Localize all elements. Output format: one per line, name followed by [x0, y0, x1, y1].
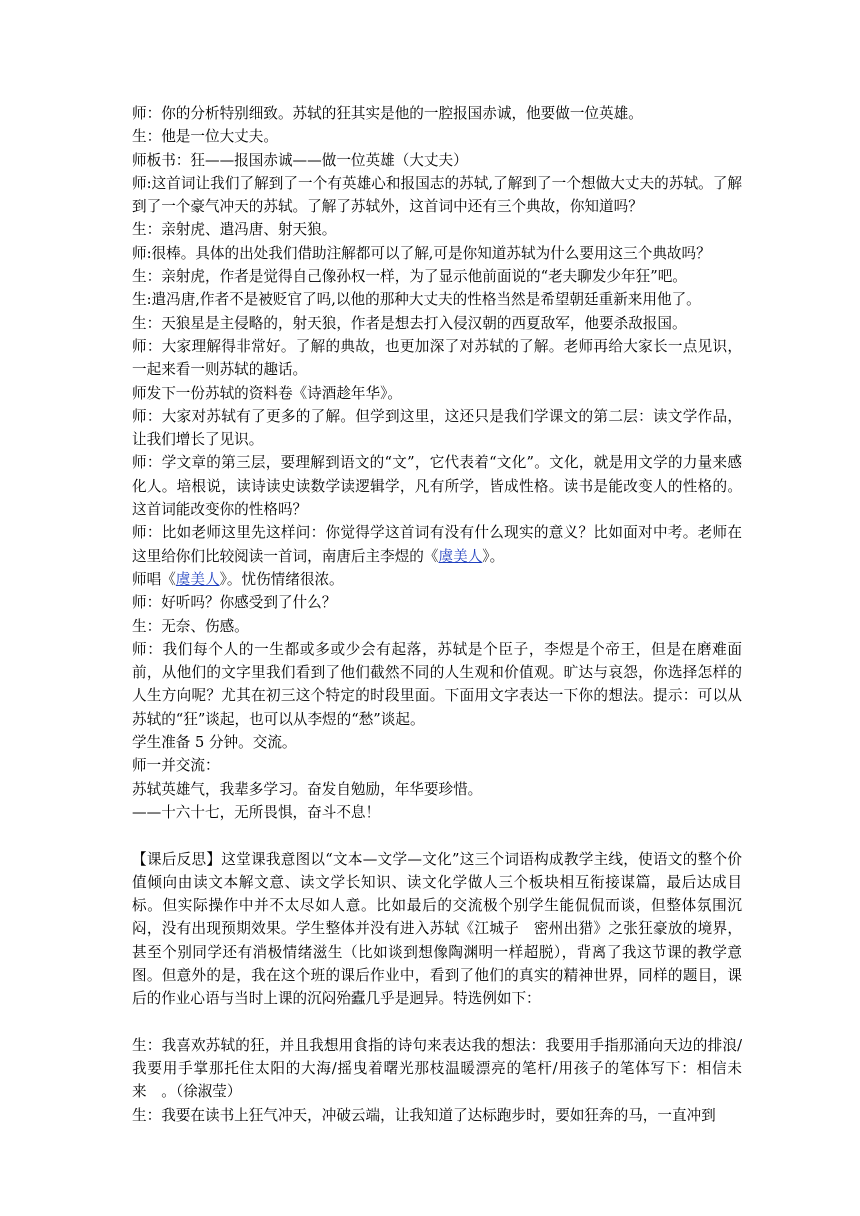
paragraph-text: 师：比如老师这里先这样问：你觉得学这首词有没有什么现实的意义？比如面对中考。老师在这里给你们比较阅读一首词，南唐后主李煜的《	[132, 524, 742, 565]
paragraph-text: 学生准备 5 分钟。交流。	[132, 734, 297, 752]
paragraph-text-after-link: 》。忧伤情绪很浓。	[219, 570, 344, 588]
paragraph	[132, 521, 742, 568]
paragraph	[132, 568, 742, 591]
paragraph-text: 【课后反思】这堂课我意图以“文本—文学—文化”这三个词语构成教学主线，使语文的整个价值倾向由读文本解文意、读文学长知识、读文化学做人三个板块相互衔接谋篇，最后达成目标。但实际操作中并不太尽如人意。比如最后的交流极个别学生能侃侃而谈，但整体氛围沉闷，没有出现预期效果。学生整体并没有进入苏轼《江城子 密州出猎》之张狂豪放的境界，甚至个别同学还有消极情绪滋生（比如谈到想像陶渊明一样超脱），背离了我这节课的教学意图。但意外的是，我在这个班的课后作业中，看到了他们的真实的精神世界，同样的题目，课后的作业心语与当时上课的沉闷殆蠹几乎是迥异。特选例如下：	[132, 850, 742, 1008]
paragraph-text: ——十六十七，无所畏惧，奋斗不息！	[132, 803, 381, 821]
paragraph-text: 生：亲射虎、遣冯唐、射天狼。	[132, 221, 337, 239]
paragraph-text-after-link: 》。	[482, 547, 505, 565]
paragraph-text: 师板书：狂——报国赤诚——做一位英雄（大丈夫）	[132, 151, 468, 169]
paragraph	[132, 801, 742, 824]
paragraph	[132, 265, 742, 288]
paragraph	[132, 242, 742, 265]
paragraph	[132, 1104, 742, 1127]
paragraph-text: 生：无奈、伤感。	[132, 617, 249, 635]
paragraph	[132, 754, 742, 777]
paragraph	[132, 848, 742, 1011]
paragraph-text: 师：我们每个人的一生都或多或少会有起落，苏轼是个臣子，李煜是个帝王，但是在磨难面前，从他们的文字里我们看到了他们截然不同的人生观和价值观。旷达与哀怨，你选择怎样的人生方向呢？尤其在初三这个特定的时段里面。下面用文字表达一下你的想法。提示：可以从苏轼的“狂”谈起，也可以从李煜的“愁”谈起。	[132, 640, 742, 728]
paragraph-text: 师一并交流：	[132, 757, 220, 775]
paragraph	[132, 149, 742, 172]
blank-line	[132, 1011, 742, 1034]
paragraph	[132, 382, 742, 405]
paragraph-text: 师：你的分析特别细致。苏轼的狂其实是他的一腔报国赤诚，他要做一位英雄。	[132, 105, 643, 122]
paragraph	[132, 638, 742, 731]
paragraph	[132, 1034, 742, 1104]
paragraph-text: 师：好听吗？你感受到了什么？	[132, 594, 337, 612]
paragraph	[132, 591, 742, 614]
paragraph	[132, 172, 742, 219]
blank-line	[132, 824, 742, 847]
paragraph-text: 生：我要在读书上狂气冲天，冲破云端，让我知道了达标跑步时，要如狂奔的马，一直冲到	[132, 1106, 716, 1124]
paragraph-text: 师：学文章的第三层，要理解到语文的“文”，它代表着“文化”。文化，就是用文学的力量来感化人。培根说，读诗读史读数学读逻辑学，凡有所学，皆成性格。读书是能改变人的性格的。这首词能改变你的性格吗？	[132, 454, 742, 519]
paragraph	[132, 335, 742, 382]
paragraph-text: 师：大家对苏轼有了更多的了解。但学到这里，这还只是我们学课文的第二层：读文学作品，让我们增长了见识。	[132, 407, 742, 449]
paragraph-text: 生：我喜欢苏轼的狂，并且我想用食指的诗句来表达我的想法：我要用手指那涌向天边的排浪/我要用手掌那托住太阳的大海/摇曳着曙光那枝温暖漂亮的笔杆/用孩子的笔体写下：相信未来 。（徐淑莹）	[132, 1036, 742, 1101]
paragraph-text: 苏轼英雄气，我辈多学习。奋发自勉励，年华要珍惜。	[132, 780, 483, 798]
paragraph	[132, 125, 742, 148]
paragraph-text: 师：大家理解得非常好。了解的典故，也更加深了对苏轼的了解。老师再给大家长一点见识，一起来看一则苏轼的趣话。	[132, 337, 742, 379]
hyperlink[interactable]: 虞美人	[175, 570, 220, 588]
paragraph-text: 生：亲射虎，作者是觉得自己像孙权一样，为了显示他前面说的“老夫聊发少年狂”吧。	[132, 268, 687, 286]
paragraph-text: 师发下一份苏轼的资料卷《诗酒趁年华》。	[132, 384, 402, 402]
paragraph	[132, 312, 742, 335]
paragraph	[132, 405, 742, 452]
paragraph	[132, 731, 742, 754]
paragraph-text: 生：天狼星是主侵略的，射天狼，作者是想去打入侵汉朝的西夏敌军，他要杀敌报国。	[132, 314, 687, 332]
paragraph-text: 师:这首词让我们了解到了一个有英雄心和报国志的苏轼,了解到了一个想做大丈夫的苏轼。了解到了一个豪气冲天的苏轼。了解了苏轼外，这首词中还有三个典故，你知道吗？	[132, 174, 742, 216]
paragraph	[132, 288, 742, 311]
paragraph-text: 师:很棒。具体的出处我们借助注解都可以了解,可是你知道苏轼为什么要用这三个典故吗？	[132, 244, 711, 262]
paragraph	[132, 218, 742, 241]
paragraph	[132, 615, 742, 638]
hyperlink[interactable]: 虞美人	[438, 547, 483, 565]
document-body	[132, 102, 742, 1127]
paragraph-text: 生：他是一位大丈夫。	[132, 128, 278, 146]
paragraph-text: 师唱《	[132, 570, 176, 588]
paragraph	[132, 778, 742, 801]
paragraph	[132, 451, 742, 521]
paragraph	[132, 102, 742, 125]
paragraph-text: 生:遣冯唐,作者不是被贬官了吗,以他的那种大丈夫的性格当然是希望朝廷重新来用他了。	[132, 291, 701, 309]
